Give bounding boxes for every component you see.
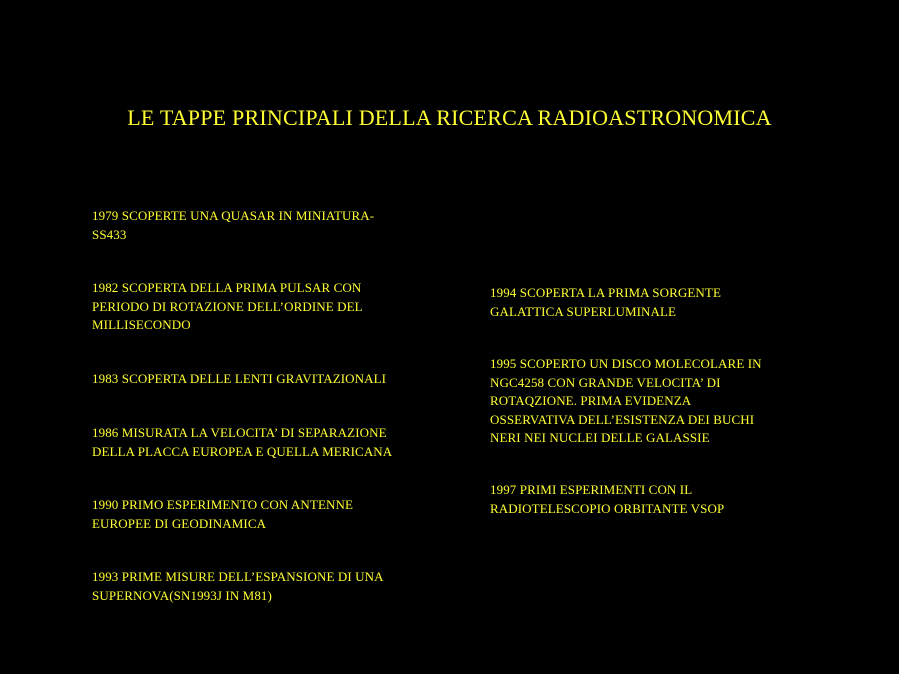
entry-line: DELLA PLACCA EUROPEA E QUELLA MERICANA xyxy=(92,443,393,459)
timeline-entry-1993 xyxy=(92,568,384,605)
entry-line: NERI NEI NUCLEI DELLE GALASSIE xyxy=(490,430,710,445)
slide-title: LE TAPPE PRINCIPALI DELLA RICERCA RADIOASTRONOMICA xyxy=(127,105,772,130)
timeline-entry-1982 xyxy=(92,279,363,335)
entry-line: 1979 SCOPERTE UNA QUASAR IN MINIATURA- xyxy=(92,208,375,223)
entry-line: NGC4258 CON GRANDE VELOCITA’ DI xyxy=(490,374,721,390)
entry-line: 1986 MISURATA LA VELOCITA’ DI SEPARAZIONE xyxy=(92,425,387,440)
entry-line: GALATTICA SUPERLUMINALE xyxy=(490,303,677,319)
timeline-entry-1995 xyxy=(490,355,762,448)
entry-line: MILLISECONDO xyxy=(92,317,191,332)
timeline-entry-1994 xyxy=(490,284,721,321)
entry-line: EUROPEE DI GEODINAMICA xyxy=(92,515,267,531)
entry-line: 1993 PRIME MISURE DELL’ESPANSIONE DI UNA xyxy=(92,569,384,584)
timeline-entry-1997 xyxy=(490,481,724,518)
timeline-entry-1986 xyxy=(92,424,392,461)
entry-line: 1995 SCOPERTO UN DISCO MOLECOLARE IN xyxy=(490,356,762,371)
entry-line: 1997 PRIMI ESPERIMENTI CON IL xyxy=(490,482,693,497)
entry-line: SUPERNOVA(SN1993J IN M81) xyxy=(92,587,272,603)
entry-line: 1990 PRIMO ESPERIMENTO CON ANTENNE xyxy=(92,497,354,512)
entry-line: ROTAQZIONE. PRIMA EVIDENZA xyxy=(490,393,692,408)
entry-line: OSSERVATIVA DELL’ESISTENZA DEI BUCHI xyxy=(490,411,755,427)
entry-line: 1982 SCOPERTA DELLA PRIMA PULSAR CON xyxy=(92,280,362,295)
entry-line: 1994 SCOPERTA LA PRIMA SORGENTE xyxy=(490,285,721,300)
timeline-entry-1983 xyxy=(92,370,386,389)
timeline-entry-1979 xyxy=(92,207,374,244)
entry-line: RADIOTELESCOPIO ORBITANTE VSOP xyxy=(490,500,725,516)
timeline-entry-1990 xyxy=(92,496,353,533)
entry-line: 1983 SCOPERTA DELLE LENTI GRAVITAZIONALI xyxy=(92,371,387,386)
entry-line: PERIODO DI ROTAZIONE DELL’ORDINE DEL xyxy=(92,298,363,314)
entry-line: SS433 xyxy=(92,226,127,242)
